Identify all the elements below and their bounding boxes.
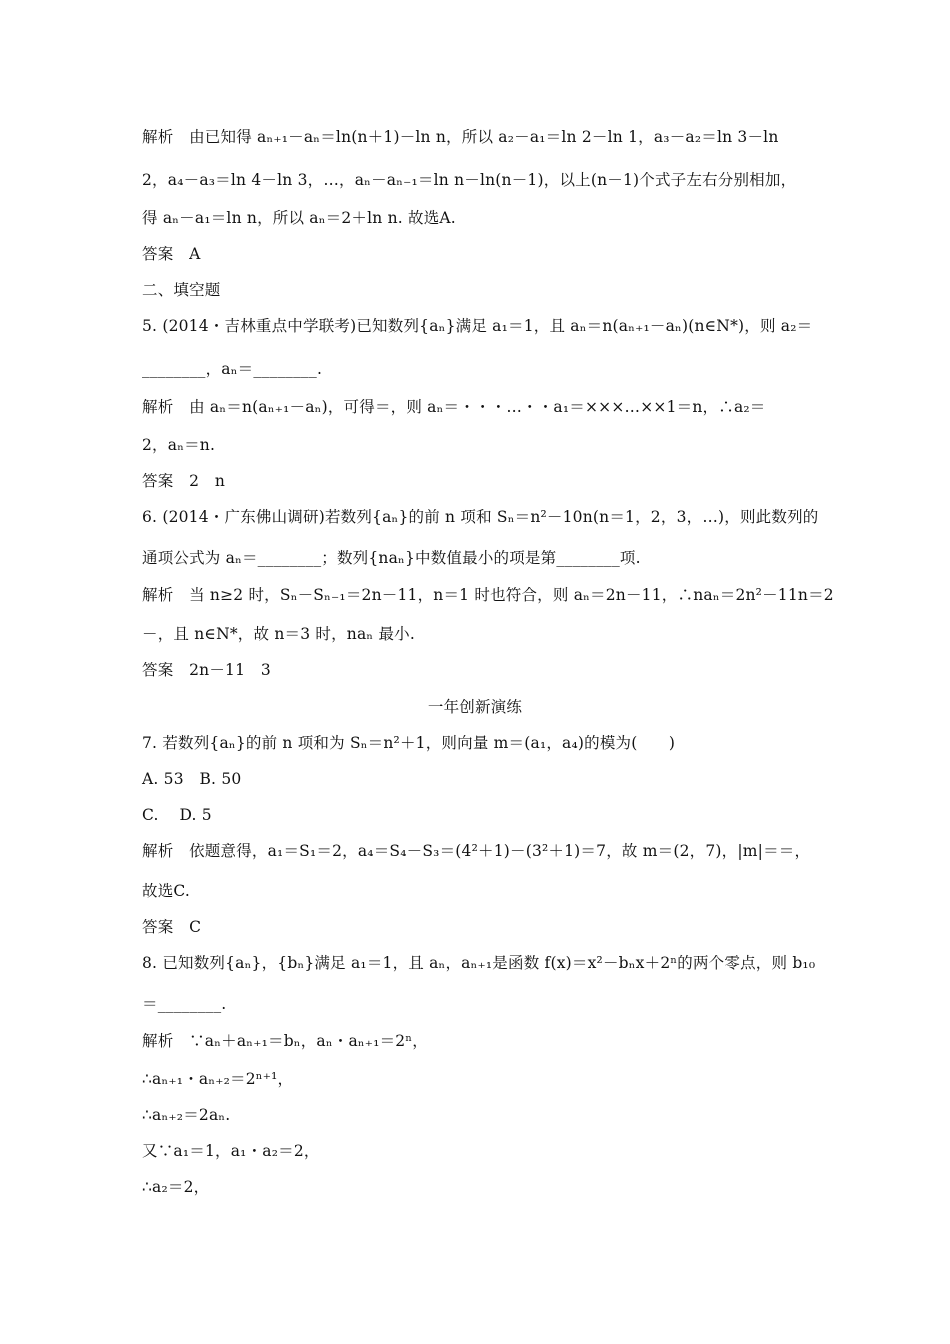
answer-7: 答案 C [142,918,202,936]
solution-8-line-2: ∴aₙ₊₁・aₙ₊₂＝2ⁿ⁺¹， [142,1070,294,1088]
solution-7-line-2: 故选C. [142,882,191,900]
question-6-line-1: 6. (2014・广东佛山调研)若数列{aₙ}的前 n 项和 Sₙ＝n²－10n(n＝1，2，3，…)，则此数列的 [142,508,819,526]
answer-6: 答案 2n－11 3 [142,661,271,679]
solution-6-line-1: 解析 当 n≥2 时，Sₙ－Sₙ₋₁＝2n－11，n＝1 时也符合，则 aₙ＝2n－11，∴naₙ＝2n²－11n＝2 [142,586,834,604]
section-heading-fill-in: 二、填空题 [142,281,221,299]
solution-8-line-5: ∴a₂＝2， [142,1178,210,1196]
question-5-line-2: ________，aₙ＝________. [142,360,323,378]
section-heading-innovation: 一年创新演练 [427,698,523,716]
answer-5: 答案 2 n [142,472,226,490]
solution-8-line-1: 解析 ∵aₙ＋aₙ₊₁＝bₙ，aₙ・aₙ₊₁＝2ⁿ， [142,1032,428,1050]
solution-4-line-2: 2，a₄－a₃＝ln 4－ln 3，…，aₙ－aₙ₋₁＝ln n－ln(n－1)，以上(n－1)个式子左右分别相加， [142,171,797,189]
solution-8-line-3: ∴aₙ₊₂＝2aₙ. [142,1106,231,1124]
question-5-line-1: 5. (2014・吉林重点中学联考)已知数列{aₙ}满足 a₁＝1，且 aₙ＝n(aₙ₊₁－aₙ)(n∈N*)，则 a₂＝ [142,317,813,335]
solution-5-line-1: 解析 由 aₙ＝n(aₙ₊₁－aₙ)，可得＝，则 aₙ＝・・・…・・a₁＝×××…××1＝n，∴a₂＝ [142,398,766,416]
solution-5-line-2: 2，aₙ＝n. [142,436,216,454]
question-8-line-2: ＝________. [142,995,227,1013]
solution-4-line-3: 得 aₙ－a₁＝ln n，所以 aₙ＝2＋ln n. 故选A. [142,209,456,227]
question-7-options-cd: C. D. 5 [142,806,212,824]
solution-8-line-4: 又∵a₁＝1，a₁・a₂＝2， [142,1142,320,1160]
question-6-line-2: 通项公式为 aₙ＝________；数列{naₙ}中数值最小的项是第________项. [142,549,641,567]
question-7: 7. 若数列{aₙ}的前 n 项和为 Sₙ＝n²＋1，则向量 m＝(a₁，a₄)的模为( ) [142,734,676,752]
answer-4: 答案 A [142,245,201,263]
solution-6-line-2: －，且 n∈N*，故 n＝3 时，naₙ 最小. [142,625,415,643]
solution-7-line-1: 解析 依题意得，a₁＝S₁＝2，a₄＝S₄－S₃＝(4²＋1)－(3²＋1)＝7，故 m＝(2，7)，|m|＝＝， [142,842,811,860]
solution-4-line-1: 解析 由已知得 aₙ₊₁－aₙ＝ln(n＋1)－ln n，所以 a₂－a₁＝ln 2－ln 1，a₃－a₂＝ln 3－ln [142,128,779,146]
question-8-line-1: 8. 已知数列{aₙ}，{bₙ}满足 a₁＝1，且 aₙ，aₙ₊₁是函数 f(x)＝x²－bₙx＋2ⁿ的两个零点，则 b₁₀ [142,954,816,972]
question-7-options-ab: A. 53 B. 50 [142,770,242,788]
